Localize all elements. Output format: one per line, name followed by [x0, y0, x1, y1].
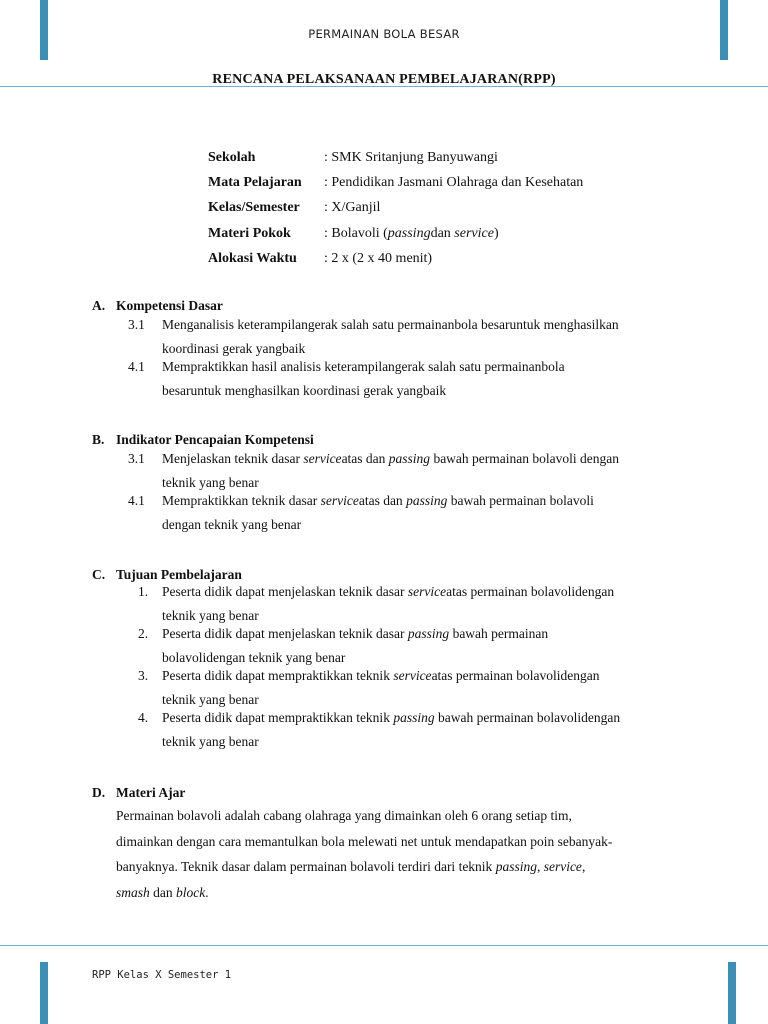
section-heading: B. Indikator Pencapaian Kompetensi [92, 432, 314, 447]
list-item: 1. Peserta didik dapat menjelaskan teknik dasar serviceatas permainan bolavolidengan teknik yang benar [138, 584, 615, 623]
section-materi-ajar [92, 784, 692, 905]
section-heading: D. Materi Ajar [92, 785, 186, 800]
list-item: 3.1 Menganalisis keterampilangerak salah satu permainanbola besaruntuk menghasilkan koordinasi gerak yangbaik [128, 317, 619, 356]
list-item: 4. Peserta didik dapat mempraktikkan teknik passing bawah permainan bolavolidengan teknik yang benar [138, 710, 621, 749]
identity-label: Materi Pokok [208, 225, 291, 241]
identity-label: Alokasi Waktu [208, 250, 297, 266]
header-title: PERMAINAN BOLA BESAR [308, 27, 460, 41]
list-item: 4.1 Mempraktikkan teknik dasar serviceatas dan passing bawah permainan bolavoli dengan teknik yang benar [128, 493, 594, 532]
identity-row [208, 196, 583, 221]
identity-value: : SMK Sritanjung Banyuwangi [324, 149, 498, 165]
section-tujuan [92, 566, 692, 754]
list-item: 3. Peserta didik dapat mempraktikkan teknik serviceatas permainan bolavolidengan teknik yang benar [138, 668, 600, 707]
identity-value: : X/Ganjil [324, 200, 381, 216]
identity-row [208, 246, 583, 271]
identity-value: : Pendidikan Jasmani Olahraga dan Kesehatan [324, 174, 584, 190]
identity-table [208, 145, 583, 271]
section-kompetensi-dasar [92, 297, 692, 403]
footer-rule [0, 945, 768, 946]
identity-label: Mata Pelajaran [208, 174, 302, 190]
materi-paragraph: Permainan bolavoli adalah cabang olahraga yang dimainkan oleh 6 orang setiap tim, dimainkan dengan cara memantulkan bola melewati net untuk mendapatkan poin sebanyak- banyaknya. Teknik dasar dalam permainan bolavoli terdiri dari teknik passing, service, smash dan block. [116, 808, 613, 900]
identity-label: Kelas/Semester [208, 200, 300, 216]
footer-text: RPP Kelas X Semester 1 [92, 969, 232, 981]
document-title: RENCANA PELAKSANAAN PEMBELAJARAN(RPP) [212, 72, 556, 87]
list-item: 3.1 Menjelaskan teknik dasar serviceatas dan passing bawah permainan bolavoli dengan teknik yang benar [128, 451, 619, 490]
identity-row [208, 170, 583, 195]
list-item: 2. Peserta didik dapat menjelaskan teknik dasar passing bawah permainan bolavolidengan teknik yang benar [138, 626, 549, 665]
identity-row [208, 145, 583, 170]
bottom-right-accent-bar [728, 962, 736, 1024]
identity-value: : 2 x (2 x 40 menit) [324, 250, 433, 266]
list-item: 4.1 Mempraktikkan hasil analisis keterampilangerak salah satu permainanbola besaruntuk menghasilkan koordinasi gerak yangbaik [128, 359, 565, 398]
identity-label: Sekolah [208, 149, 256, 165]
section-heading: A. Kompetensi Dasar [92, 298, 223, 313]
bottom-left-accent-bar [40, 962, 48, 1024]
section-indikator [92, 431, 692, 537]
section-heading: C. Tujuan Pembelajaran [92, 567, 242, 582]
identity-row [208, 221, 583, 246]
identity-value: : Bolavoli (passingdan service) [324, 225, 499, 241]
